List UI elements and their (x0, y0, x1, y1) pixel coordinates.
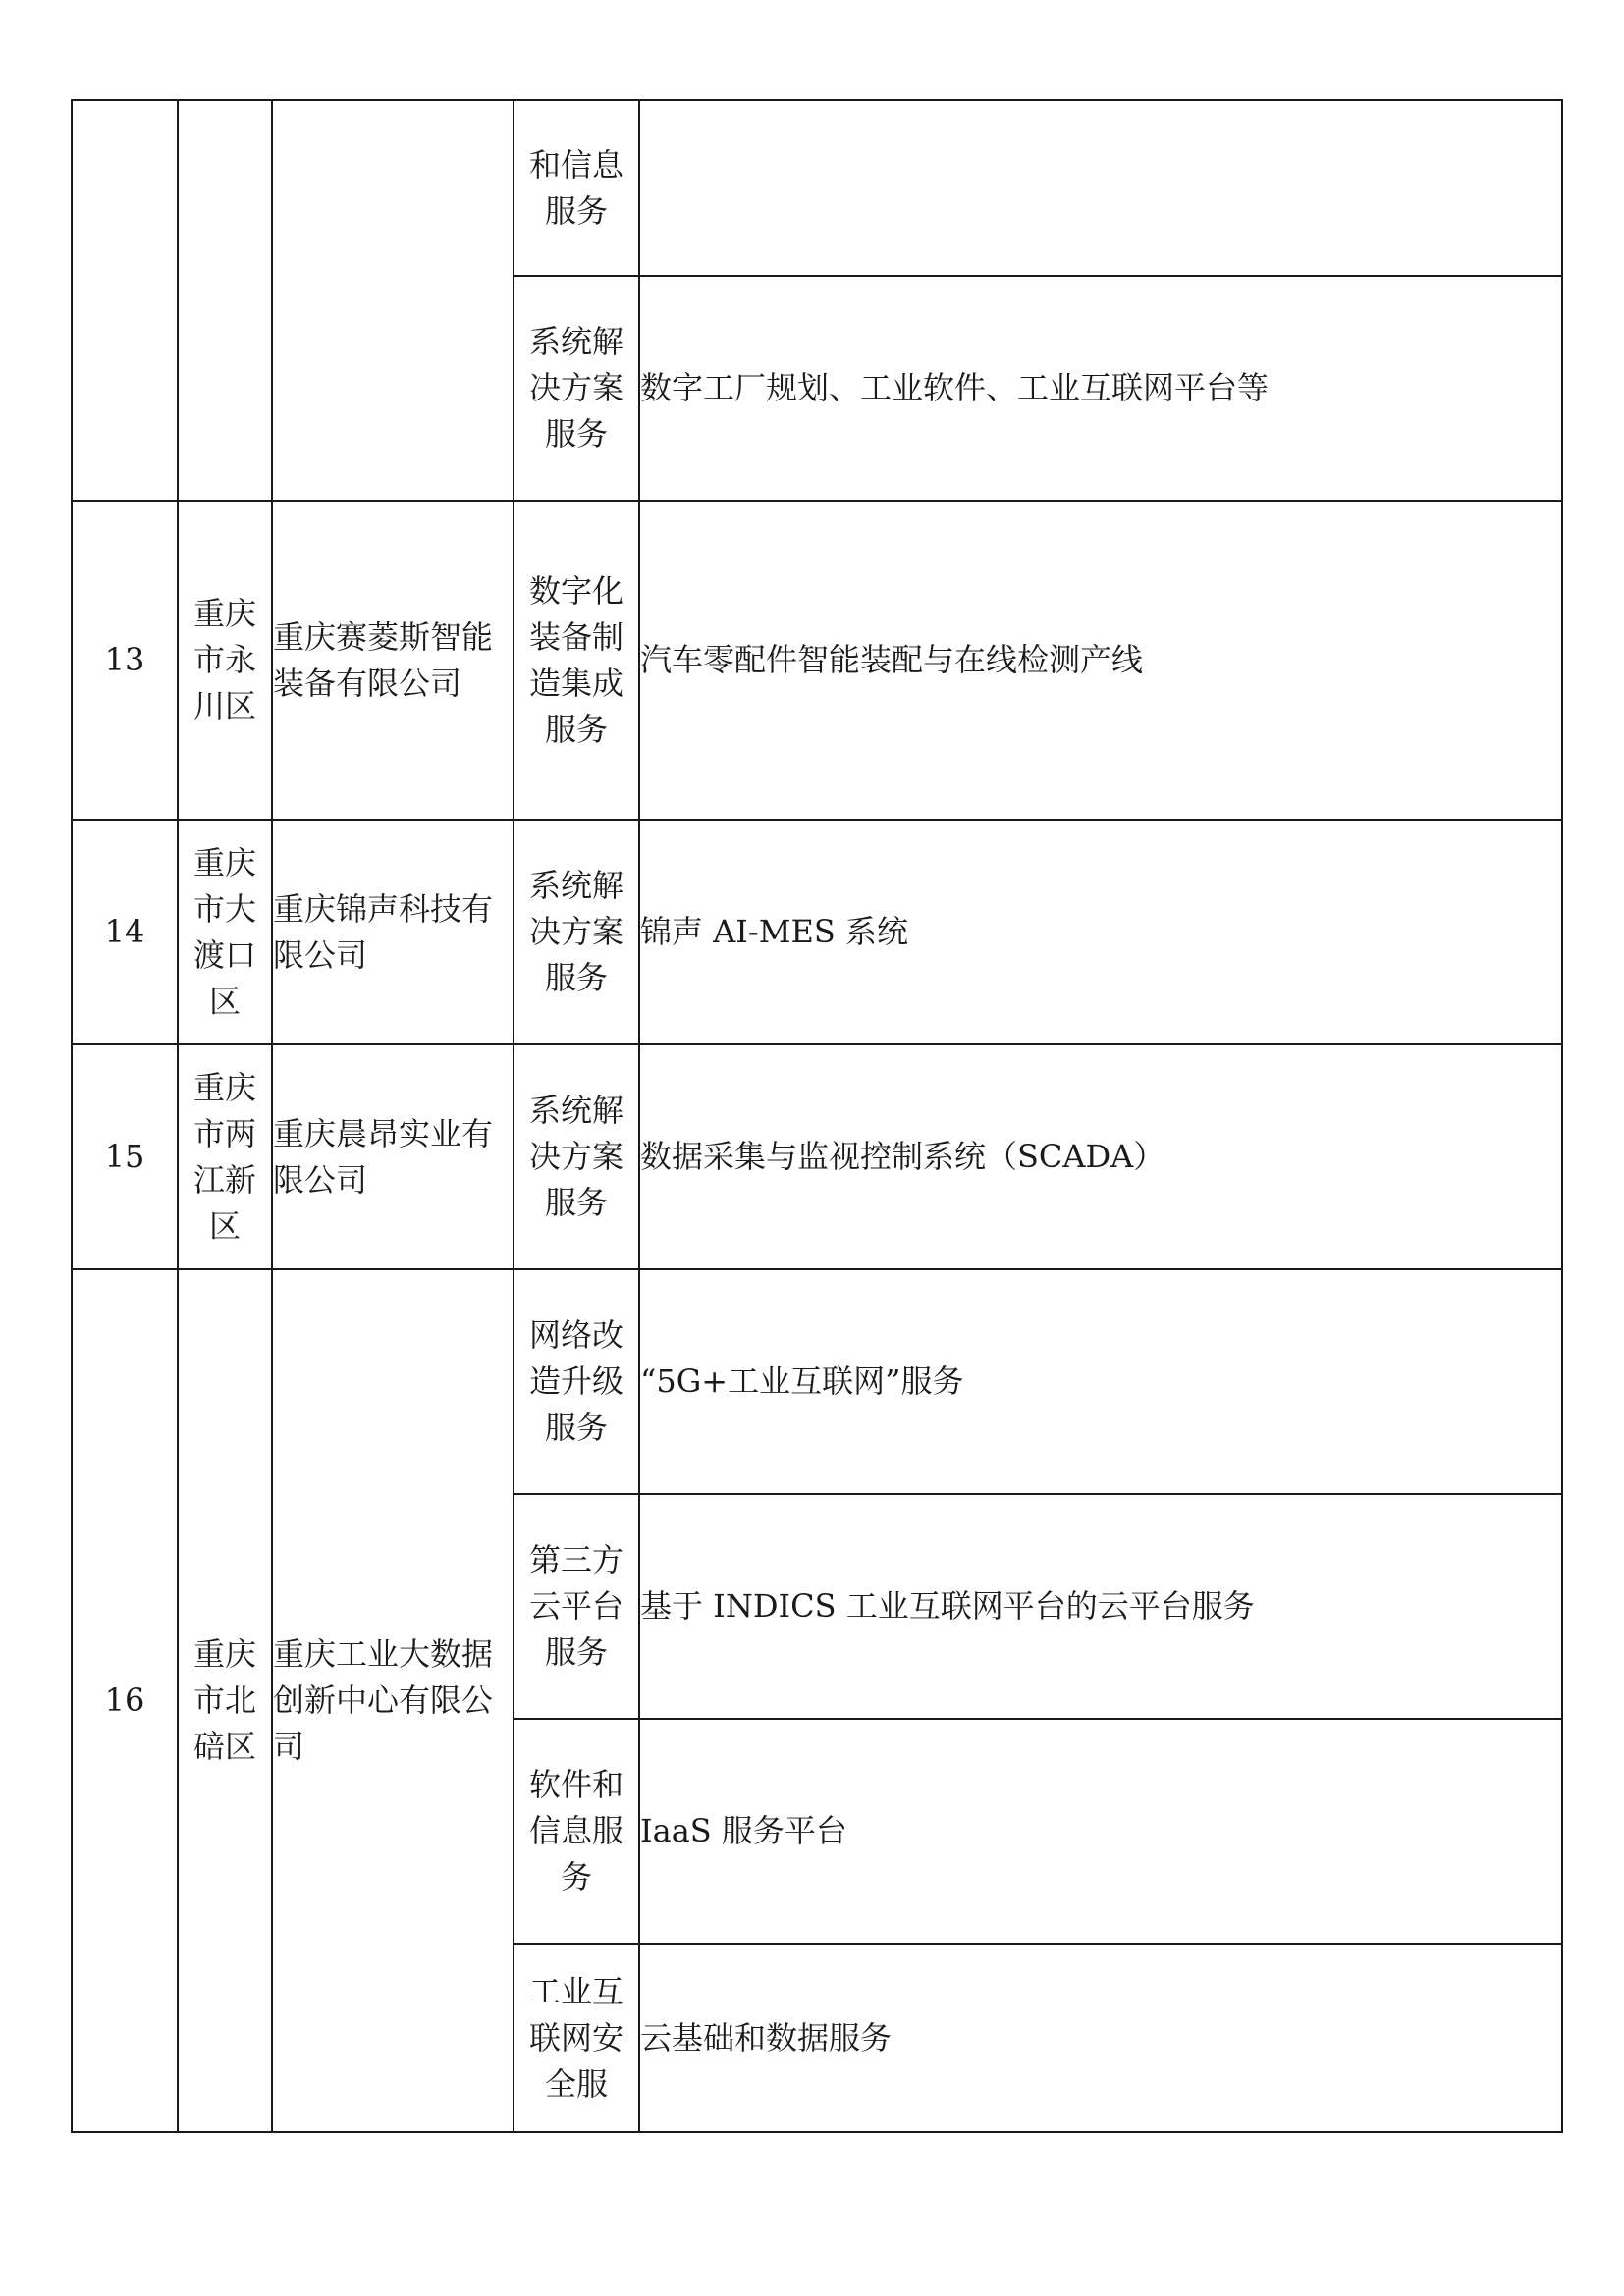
service-type-cell: 网络改造升级服务 (514, 1269, 639, 1494)
table-row (72, 100, 1562, 276)
table-row (72, 501, 1562, 820)
row-number-cell: 14 (72, 820, 178, 1044)
service-type-cell: 系统解决方案服务 (514, 276, 639, 501)
area-cell: 重庆市两江新区 (178, 1044, 272, 1269)
row-number-cell: 16 (72, 1269, 178, 2132)
service-type-cell: 系统解决方案服务 (514, 1044, 639, 1269)
company-cell: 重庆工业大数据创新中心有限公司 (272, 1269, 514, 2132)
table-row (72, 1269, 1562, 1494)
service-type-cell: 数字化装备制造集成服务 (514, 501, 639, 820)
service-type-cell: 工业互联网安全服 (514, 1944, 639, 2132)
row-number-cell: 15 (72, 1044, 178, 1269)
product-cell: 云基础和数据服务 (639, 1944, 1562, 2132)
area-cell: 重庆市大渡口区 (178, 820, 272, 1044)
company-cell: 重庆晨昂实业有限公司 (272, 1044, 514, 1269)
table-row (72, 820, 1562, 1044)
product-cell: “5G+工业互联网”服务 (639, 1269, 1562, 1494)
product-cell: 数据采集与监视控制系统（SCADA） (639, 1044, 1562, 1269)
product-cell: IaaS 服务平台 (639, 1719, 1562, 1944)
area-cell: 重庆市永川区 (178, 501, 272, 820)
company-cell: 重庆赛菱斯智能装备有限公司 (272, 501, 514, 820)
company-cell: 重庆锦声科技有限公司 (272, 820, 514, 1044)
service-type-cell: 软件和信息服务 (514, 1719, 639, 1944)
company-cell (272, 100, 514, 501)
product-cell: 数字工厂规划、工业软件、工业互联网平台等 (639, 276, 1562, 501)
product-cell: 锦声 AI-MES 系统 (639, 820, 1562, 1044)
service-type-cell: 和信息服务 (514, 100, 639, 276)
table-row (72, 1044, 1562, 1269)
row-number-cell (72, 100, 178, 501)
area-cell (178, 100, 272, 501)
row-number-cell: 13 (72, 501, 178, 820)
service-provider-table (71, 99, 1563, 2133)
product-cell (639, 100, 1562, 276)
product-cell: 汽车零配件智能装配与在线检测产线 (639, 501, 1562, 820)
product-cell: 基于 INDICS 工业互联网平台的云平台服务 (639, 1494, 1562, 1719)
area-cell: 重庆市北碚区 (178, 1269, 272, 2132)
service-type-cell: 系统解决方案服务 (514, 820, 639, 1044)
service-type-cell: 第三方云平台服务 (514, 1494, 639, 1719)
